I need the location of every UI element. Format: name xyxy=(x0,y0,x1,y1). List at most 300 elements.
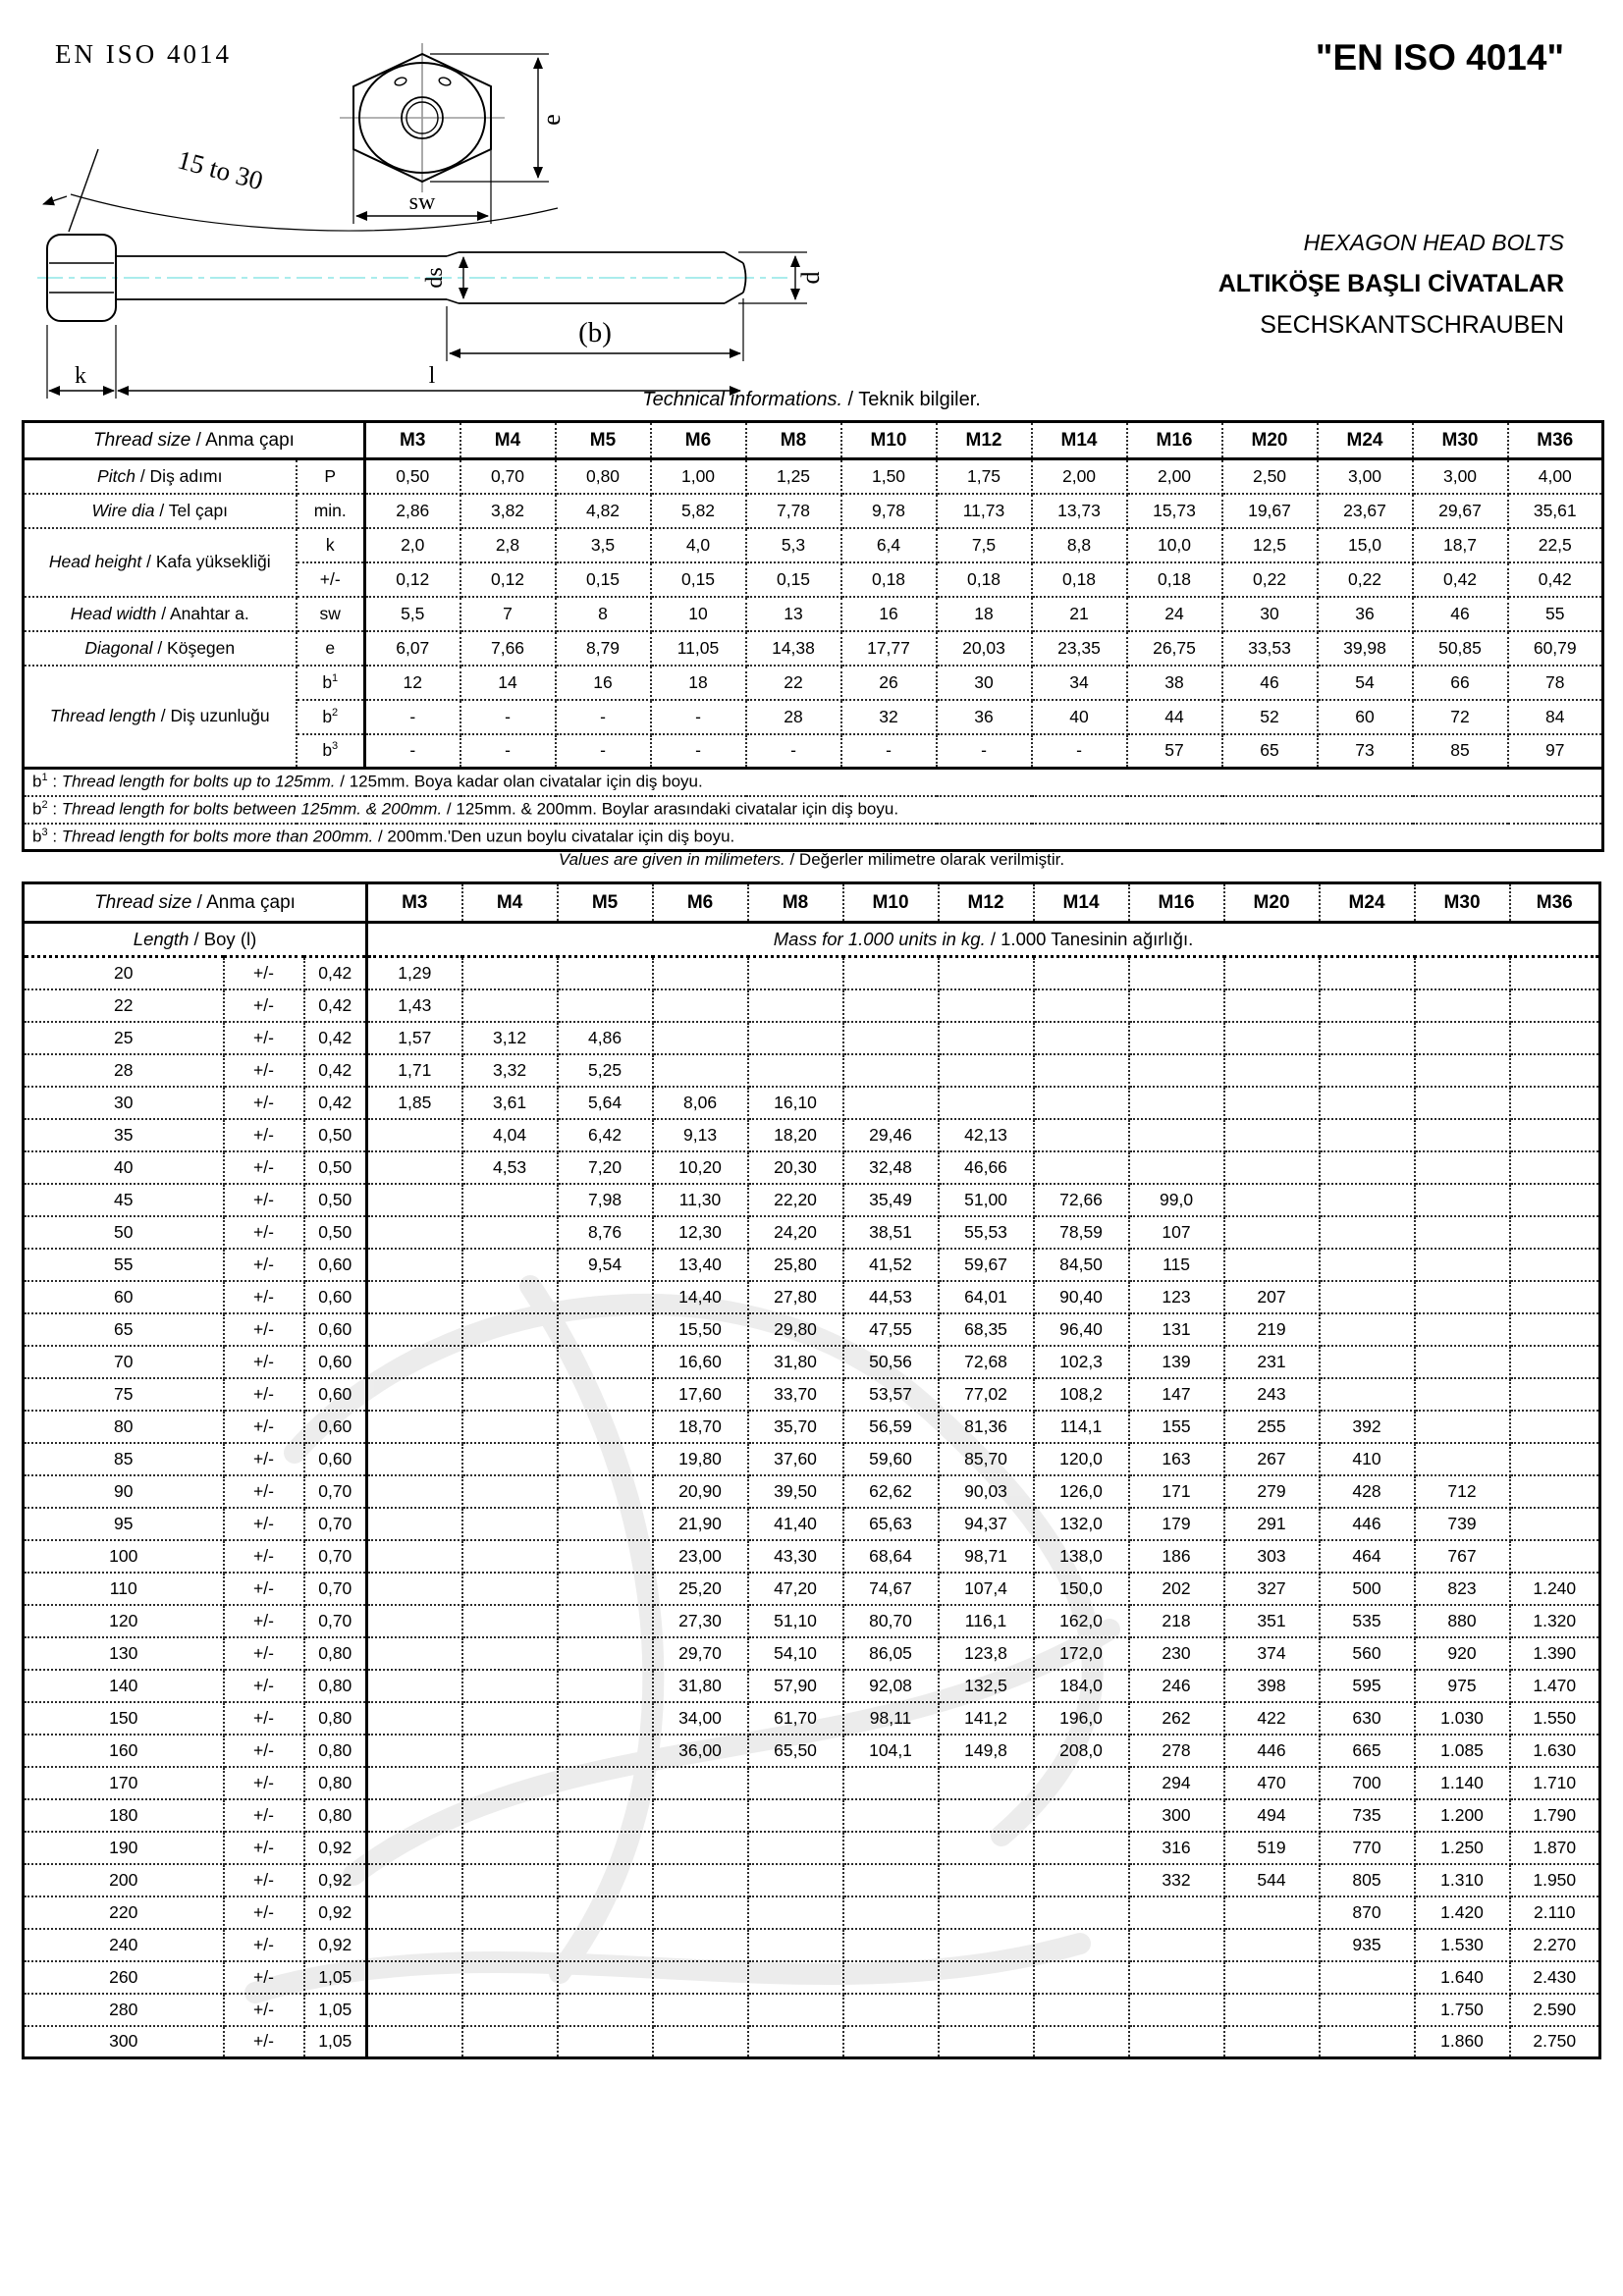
mass-cell xyxy=(1034,1151,1129,1184)
mass-cell: 767 xyxy=(1415,1540,1510,1573)
tolerance-cell: 0,42 xyxy=(304,1022,367,1054)
mass-cell: 560 xyxy=(1320,1637,1415,1670)
mass-cell xyxy=(558,1573,653,1605)
value-cell: 18 xyxy=(937,597,1032,631)
mass-cell xyxy=(1320,1994,1415,2026)
mass-cell xyxy=(462,1346,558,1378)
mass-cell xyxy=(462,989,558,1022)
mass-cell: 595 xyxy=(1320,1670,1415,1702)
tolerance-sign-cell: +/- xyxy=(224,1249,304,1281)
mass-cell: 65,63 xyxy=(843,1508,939,1540)
mass-cell xyxy=(1034,1054,1129,1087)
mass-cell: 21,90 xyxy=(653,1508,748,1540)
value-cell: 6,07 xyxy=(365,631,460,666)
mass-cell xyxy=(1510,1087,1600,1119)
mass-cell xyxy=(462,1573,558,1605)
mass-cell xyxy=(462,1605,558,1637)
tolerance-cell: 0,80 xyxy=(304,1735,367,1767)
mass-cell: 428 xyxy=(1320,1475,1415,1508)
mass-cell: 138,0 xyxy=(1034,1540,1129,1573)
value-cell: 2,00 xyxy=(1127,459,1222,494)
mass-cell xyxy=(939,957,1034,989)
size-header: M20 xyxy=(1222,422,1318,459)
mass-cell xyxy=(558,1281,653,1313)
units-note xyxy=(0,850,1623,870)
mass-cell xyxy=(939,1022,1034,1054)
tolerance-sign-cell: +/- xyxy=(224,1735,304,1767)
mass-cell: 470 xyxy=(1224,1767,1320,1799)
mass-cell xyxy=(462,1378,558,1411)
tolerance-cell: 0,80 xyxy=(304,1637,367,1670)
mass-cell: 116,1 xyxy=(939,1605,1034,1637)
mass-cell xyxy=(558,1346,653,1378)
mass-cell: 171 xyxy=(1129,1475,1224,1508)
mass-cell xyxy=(367,1313,462,1346)
mass-cell xyxy=(1320,1346,1415,1378)
mass-cell: 59,67 xyxy=(939,1249,1034,1281)
mass-cell xyxy=(462,1994,558,2026)
mass-cell xyxy=(1034,1767,1129,1799)
mass-cell xyxy=(462,1540,558,1573)
mass-cell: 351 xyxy=(1224,1605,1320,1637)
mass-cell xyxy=(1415,1443,1510,1475)
mass-cell xyxy=(1320,1184,1415,1216)
mass-cell: 15,50 xyxy=(653,1313,748,1346)
table-row xyxy=(24,1087,1600,1119)
mass-cell xyxy=(939,1864,1034,1896)
mass-cell: 519 xyxy=(1224,1832,1320,1864)
mass-cell xyxy=(843,1929,939,1961)
mass-cell: 132,0 xyxy=(1034,1508,1129,1540)
mass-cell xyxy=(367,1216,462,1249)
value-cell: - xyxy=(365,700,460,734)
mass-cell: 2.110 xyxy=(1510,1896,1600,1929)
value-cell: 19,67 xyxy=(1222,494,1318,528)
mass-cell: 123 xyxy=(1129,1281,1224,1313)
mass-table xyxy=(22,881,1601,2059)
value-cell: 1,25 xyxy=(746,459,841,494)
mass-cell xyxy=(939,1087,1034,1119)
length-cell: 160 xyxy=(24,1735,224,1767)
mass-cell: 16,60 xyxy=(653,1346,748,1378)
table-row xyxy=(24,528,1603,562)
size-header: M16 xyxy=(1127,422,1222,459)
mass-cell xyxy=(558,1670,653,1702)
tolerance-cell: 0,60 xyxy=(304,1346,367,1378)
mass-cell: 3,61 xyxy=(462,1087,558,1119)
mass-cell: 332 xyxy=(1129,1864,1224,1896)
mass-cell: 975 xyxy=(1415,1670,1510,1702)
mass-cell: 72,68 xyxy=(939,1346,1034,1378)
tolerance-sign-cell: +/- xyxy=(224,1281,304,1313)
value-cell: 0,12 xyxy=(460,562,556,597)
mass-cell xyxy=(558,1735,653,1767)
mass-cell: 41,40 xyxy=(748,1508,843,1540)
mass-cell xyxy=(367,1799,462,1832)
mass-cell xyxy=(1129,957,1224,989)
value-cell: 30 xyxy=(937,666,1032,700)
tolerance-cell: 0,50 xyxy=(304,1216,367,1249)
mass-cell xyxy=(558,1411,653,1443)
mass-cell: 85,70 xyxy=(939,1443,1034,1475)
mass-cell xyxy=(558,1994,653,2026)
length-cell: 80 xyxy=(24,1411,224,1443)
mass-cell: 202 xyxy=(1129,1573,1224,1605)
mass-cell: 99,0 xyxy=(1129,1184,1224,1216)
mass-cell: 37,60 xyxy=(748,1443,843,1475)
mass-cell: 78,59 xyxy=(1034,1216,1129,1249)
dim-label-e: e xyxy=(537,114,566,126)
mass-cell: 25,80 xyxy=(748,1249,843,1281)
table-row xyxy=(24,1346,1600,1378)
mass-cell xyxy=(367,1411,462,1443)
table-row xyxy=(24,1443,1600,1475)
mass-cell xyxy=(1129,1119,1224,1151)
mass-cell xyxy=(462,1184,558,1216)
tolerance-cell: 0,70 xyxy=(304,1573,367,1605)
value-cell: 29,67 xyxy=(1413,494,1508,528)
mass-cell xyxy=(367,1573,462,1605)
mass-cell: 84,50 xyxy=(1034,1249,1129,1281)
value-cell: 0,42 xyxy=(1508,562,1603,597)
mass-cell: 3,12 xyxy=(462,1022,558,1054)
tolerance-sign-cell: +/- xyxy=(224,1637,304,1670)
mass-cell: 120,0 xyxy=(1034,1443,1129,1475)
value-cell: 0,50 xyxy=(365,459,460,494)
footnote-row xyxy=(24,769,1603,796)
mass-cell xyxy=(1415,989,1510,1022)
mass-cell xyxy=(1415,1249,1510,1281)
value-cell: 44 xyxy=(1127,700,1222,734)
table-row xyxy=(24,1054,1600,1087)
mass-cell xyxy=(653,1799,748,1832)
mass-cell: 25,20 xyxy=(653,1573,748,1605)
value-cell: 34 xyxy=(1032,666,1127,700)
table-row xyxy=(24,631,1603,666)
length-cell: 190 xyxy=(24,1832,224,1864)
mass-cell xyxy=(939,1929,1034,1961)
value-cell: 22,5 xyxy=(1508,528,1603,562)
value-cell: 4,00 xyxy=(1508,459,1603,494)
length-cell: 200 xyxy=(24,1864,224,1896)
tolerance-cell: 0,80 xyxy=(304,1767,367,1799)
mass-cell: 68,64 xyxy=(843,1540,939,1573)
mass-cell xyxy=(558,957,653,989)
mass-cell: 132,5 xyxy=(939,1670,1034,1702)
hex-head-top-view xyxy=(340,43,566,224)
table-row xyxy=(24,1670,1600,1702)
value-cell: 24 xyxy=(1127,597,1222,631)
mass-cell: 39,50 xyxy=(748,1475,843,1508)
mass-cell: 38,51 xyxy=(843,1216,939,1249)
mass-cell: 59,60 xyxy=(843,1443,939,1475)
footnote-row xyxy=(24,796,1603,824)
length-cell: 260 xyxy=(24,1961,224,1994)
mass-cell xyxy=(939,1961,1034,1994)
mass-cell: 207 xyxy=(1224,1281,1320,1313)
length-cell: 90 xyxy=(24,1475,224,1508)
value-cell: 10 xyxy=(651,597,746,631)
mass-cell xyxy=(843,2026,939,2058)
mass-cell xyxy=(462,1832,558,1864)
tolerance-sign-cell: +/- xyxy=(224,989,304,1022)
value-cell: - xyxy=(460,734,556,769)
mass-cell xyxy=(462,1281,558,1313)
row-label: Wire dia / Tel çapı xyxy=(24,494,297,528)
mass-cell xyxy=(367,1767,462,1799)
value-cell: 85 xyxy=(1413,734,1508,769)
mass-cell: 36,00 xyxy=(653,1735,748,1767)
mass-cell xyxy=(462,1411,558,1443)
value-cell: 35,61 xyxy=(1508,494,1603,528)
value-cell: 0,15 xyxy=(556,562,651,597)
value-cell: 0,80 xyxy=(556,459,651,494)
value-cell: 38 xyxy=(1127,666,1222,700)
mass-cell: 630 xyxy=(1320,1702,1415,1735)
value-cell: 2,00 xyxy=(1032,459,1127,494)
mass-cell xyxy=(462,1216,558,1249)
mass-cell xyxy=(1224,2026,1320,2058)
mass-cell: 35,70 xyxy=(748,1411,843,1443)
subtitle-turkish: ALTIKÖŞE BAŞLI CİVATALAR xyxy=(1217,270,1564,297)
mass-cell: 1.750 xyxy=(1415,1994,1510,2026)
table-row xyxy=(24,1216,1600,1249)
mass-cell: 544 xyxy=(1224,1864,1320,1896)
value-cell: 60,79 xyxy=(1508,631,1603,666)
tolerance-cell: 0,92 xyxy=(304,1896,367,1929)
table-row xyxy=(24,1702,1600,1735)
mass-cell: 162,0 xyxy=(1034,1605,1129,1637)
mass-cell xyxy=(558,1832,653,1864)
mass-cell: 72,66 xyxy=(1034,1184,1129,1216)
mass-cell: 64,01 xyxy=(939,1281,1034,1313)
page-title: "EN ISO 4014" xyxy=(1315,37,1564,78)
mass-cell xyxy=(367,1119,462,1151)
size-header: M24 xyxy=(1320,883,1415,923)
table-row xyxy=(24,1184,1600,1216)
mass-cell: 1.310 xyxy=(1415,1864,1510,1896)
value-cell: 8,8 xyxy=(1032,528,1127,562)
table-row xyxy=(24,494,1603,528)
mass-cell: 5,64 xyxy=(558,1087,653,1119)
size-header: M10 xyxy=(843,883,939,923)
value-cell: 5,82 xyxy=(651,494,746,528)
mass-cell: 208,0 xyxy=(1034,1735,1129,1767)
value-cell: 14 xyxy=(460,666,556,700)
mass-cell xyxy=(367,1508,462,1540)
mass-cell xyxy=(558,1605,653,1637)
value-cell: 8,79 xyxy=(556,631,651,666)
length-cell: 20 xyxy=(24,957,224,989)
mass-cell xyxy=(1320,1087,1415,1119)
value-cell: 46 xyxy=(1222,666,1318,700)
mass-cell xyxy=(1034,1799,1129,1832)
mass-cell xyxy=(367,1735,462,1767)
mass-cell xyxy=(367,1864,462,1896)
mass-cell: 870 xyxy=(1320,1896,1415,1929)
mass-cell xyxy=(1224,1896,1320,1929)
mass-cell: 2.270 xyxy=(1510,1929,1600,1961)
value-cell: 52 xyxy=(1222,700,1318,734)
mass-cell xyxy=(939,1054,1034,1087)
mass-cell: 68,35 xyxy=(939,1313,1034,1346)
value-cell: 13,73 xyxy=(1032,494,1127,528)
mass-cell xyxy=(1510,989,1600,1022)
footnote-row xyxy=(24,824,1603,851)
tolerance-sign-cell: +/- xyxy=(224,1378,304,1411)
mass-cell xyxy=(462,1637,558,1670)
mass-cell xyxy=(462,1864,558,1896)
size-header: M5 xyxy=(558,883,653,923)
mass-cell xyxy=(1510,1378,1600,1411)
mass-cell: 107,4 xyxy=(939,1573,1034,1605)
value-cell: 7,78 xyxy=(746,494,841,528)
mass-cell: 65,50 xyxy=(748,1735,843,1767)
mass-cell: 172,0 xyxy=(1034,1637,1129,1670)
mass-cell: 935 xyxy=(1320,1929,1415,1961)
mass-cell: 1.470 xyxy=(1510,1670,1600,1702)
table-row xyxy=(24,1799,1600,1832)
mass-cell: 12,30 xyxy=(653,1216,748,1249)
size-header: M12 xyxy=(937,422,1032,459)
symbol-cell: e xyxy=(297,631,365,666)
mass-cell: 735 xyxy=(1320,1799,1415,1832)
mass-cell: 32,48 xyxy=(843,1151,939,1184)
mass-cell: 61,70 xyxy=(748,1702,843,1735)
mass-cell: 57,90 xyxy=(748,1670,843,1702)
mass-cell: 196,0 xyxy=(1034,1702,1129,1735)
table-row xyxy=(24,923,1600,957)
mass-cell: 94,37 xyxy=(939,1508,1034,1540)
mass-cell xyxy=(558,2026,653,2058)
mass-cell: 29,80 xyxy=(748,1313,843,1346)
table-row xyxy=(24,459,1603,494)
mass-cell xyxy=(1320,1378,1415,1411)
mass-cell xyxy=(1224,957,1320,989)
dim-label-angle: 15 to 30 xyxy=(174,144,266,196)
length-cell: 170 xyxy=(24,1767,224,1799)
tolerance-cell: 0,42 xyxy=(304,1054,367,1087)
table-row xyxy=(24,1281,1600,1313)
mass-cell xyxy=(653,989,748,1022)
tolerance-sign-cell: +/- xyxy=(224,1087,304,1119)
length-cell: 70 xyxy=(24,1346,224,1378)
length-cell: 35 xyxy=(24,1119,224,1151)
mass-cell xyxy=(558,989,653,1022)
mass-cell: 446 xyxy=(1320,1508,1415,1540)
mass-cell xyxy=(1034,1961,1129,1994)
mass-cell: 1,57 xyxy=(367,1022,462,1054)
tolerance-sign-cell: +/- xyxy=(224,1799,304,1832)
size-header: M14 xyxy=(1034,883,1129,923)
value-cell: 11,05 xyxy=(651,631,746,666)
value-cell: 39,98 xyxy=(1318,631,1413,666)
mass-cell: 1.320 xyxy=(1510,1605,1600,1637)
value-cell: 33,53 xyxy=(1222,631,1318,666)
length-cell: 240 xyxy=(24,1929,224,1961)
tolerance-cell: 0,60 xyxy=(304,1281,367,1313)
standard-label: EN ISO 4014 xyxy=(55,39,232,69)
mass-cell xyxy=(1034,1864,1129,1896)
mass-cell: 1.250 xyxy=(1415,1832,1510,1864)
mass-cell xyxy=(748,1961,843,1994)
symbol-cell: $b^1$ xyxy=(297,666,365,700)
mass-cell xyxy=(1320,957,1415,989)
mass-cell xyxy=(1510,1346,1600,1378)
mass-cell xyxy=(558,1929,653,1961)
mass-cell: 31,80 xyxy=(748,1346,843,1378)
mass-cell xyxy=(1510,1281,1600,1313)
value-cell: 0,70 xyxy=(460,459,556,494)
length-cell: 220 xyxy=(24,1896,224,1929)
tolerance-sign-cell: +/- xyxy=(224,1475,304,1508)
symbol-cell: P xyxy=(297,459,365,494)
length-cell: 50 xyxy=(24,1216,224,1249)
value-cell: 11,73 xyxy=(937,494,1032,528)
value-cell: 6,4 xyxy=(841,528,937,562)
mass-cell: 535 xyxy=(1320,1605,1415,1637)
mass-cell xyxy=(1510,1184,1600,1216)
value-cell: - xyxy=(365,734,460,769)
length-cell: 150 xyxy=(24,1702,224,1735)
value-cell: 73 xyxy=(1318,734,1413,769)
mass-cell xyxy=(653,1961,748,1994)
mass-cell xyxy=(1129,1896,1224,1929)
mass-cell xyxy=(843,1022,939,1054)
mass-cell xyxy=(558,1961,653,1994)
mass-cell xyxy=(748,1994,843,2026)
mass-cell: 18,70 xyxy=(653,1411,748,1443)
mass-cell: 1,43 xyxy=(367,989,462,1022)
mass-cell: 24,20 xyxy=(748,1216,843,1249)
tolerance-sign-cell: +/- xyxy=(224,1151,304,1184)
mass-cell xyxy=(939,989,1034,1022)
footnote: $b^2$ : Thread length for bolts between 125mm. & 200mm. / 125mm. & 200mm. Boylar arasındaki civatalar için diş boyu. xyxy=(24,796,1603,824)
value-cell: 16 xyxy=(841,597,937,631)
value-cell: 66 xyxy=(1413,666,1508,700)
symbol-cell: +/- xyxy=(297,562,365,597)
mass-cell xyxy=(462,1313,558,1346)
mass-cell: 51,10 xyxy=(748,1605,843,1637)
mass-cell: 81,36 xyxy=(939,1411,1034,1443)
mass-cell xyxy=(1510,1313,1600,1346)
mass-cell xyxy=(1510,1540,1600,1573)
table-row xyxy=(24,1864,1600,1896)
section-title-en: Technical informations. xyxy=(642,389,842,410)
length-cell: 130 xyxy=(24,1637,224,1670)
table-row xyxy=(24,1378,1600,1411)
value-cell: 3,00 xyxy=(1413,459,1508,494)
value-cell: 7,66 xyxy=(460,631,556,666)
tolerance-sign-cell: +/- xyxy=(224,1929,304,1961)
mass-cell xyxy=(367,2026,462,2058)
mass-cell xyxy=(1320,989,1415,1022)
tolerance-cell: 0,70 xyxy=(304,1605,367,1637)
mass-cell: 327 xyxy=(1224,1573,1320,1605)
value-cell: 2,86 xyxy=(365,494,460,528)
table-row xyxy=(24,2026,1600,2058)
value-cell: 0,22 xyxy=(1222,562,1318,597)
mass-cell xyxy=(558,1702,653,1735)
mass-cell xyxy=(1129,1054,1224,1087)
value-cell: 23,67 xyxy=(1318,494,1413,528)
mass-cell xyxy=(558,1443,653,1475)
mass-cell xyxy=(1224,989,1320,1022)
tolerance-cell: 0,80 xyxy=(304,1702,367,1735)
mass-cell: 86,05 xyxy=(843,1637,939,1670)
size-header: M12 xyxy=(939,883,1034,923)
tolerance-sign-cell: +/- xyxy=(224,1994,304,2026)
